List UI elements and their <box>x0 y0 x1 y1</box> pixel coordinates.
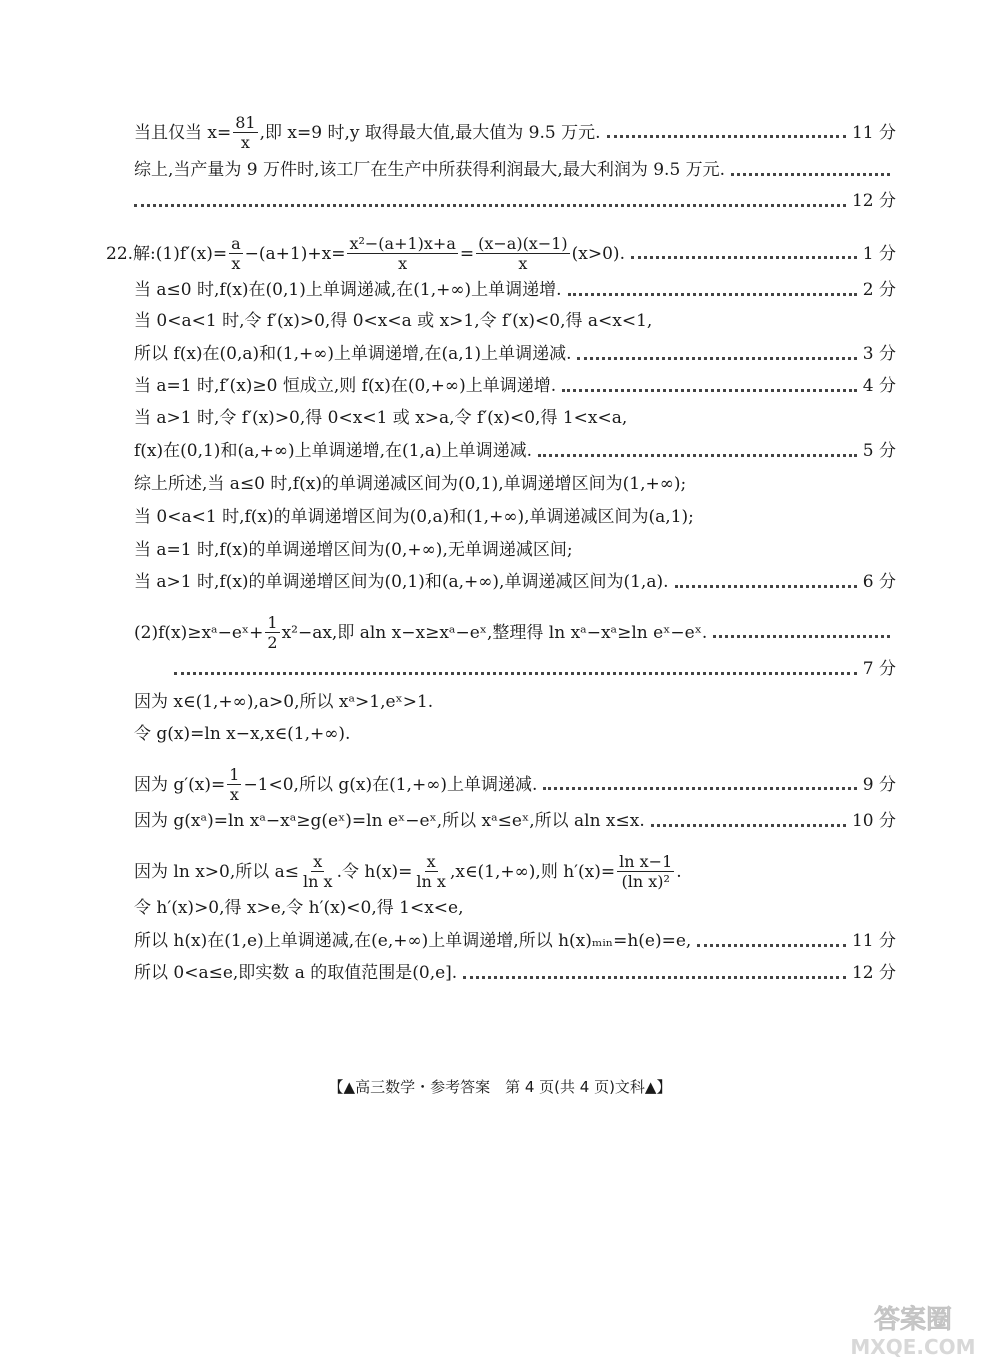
dot-leader <box>675 585 857 588</box>
answer-line: 当 a=1 时,f′(x)≥0 恒成立,则 f(x)在(0,+∞)上单调递增. 4 分 <box>134 376 896 396</box>
answer-line: 因为 ln x>0,所以 a≤ $\frac{x}{\text{ln x}}$ .令 h(x)= $\frac{x}{\text{ln x}}$ ,x∈(1,+∞),则 h′(x)= $\frac{\text{ln x−1}}{\text{(ln x)²}}$ . <box>134 852 682 891</box>
dot-leader <box>713 635 890 638</box>
watermark-logo <box>838 1300 988 1360</box>
score-label: 11 分 <box>851 122 896 143</box>
fraction: $\frac{x}{\text{ln x}}$ <box>416 852 446 891</box>
answer-line: 当且仅当 x= $\frac{81}{x}$ ,即 x=9 时,y 取得最大值,最大值为 9.5 万元. 11 分 <box>134 113 896 152</box>
dot-leader <box>134 204 846 207</box>
dot-leader <box>543 787 856 790</box>
dot-leader <box>174 672 857 675</box>
fraction: $\frac{1}{x}$ <box>229 765 240 804</box>
fraction: $\frac{81}{x}$ <box>235 113 256 152</box>
answer-line: 当 a=1 时,f(x)的单调递增区间为(0,+∞),无单调递减区间; <box>134 540 573 560</box>
fraction: $\frac{1}{2}$ <box>267 613 278 652</box>
fraction: $\frac{(x-a)(x-1)}{x}$ <box>478 234 568 273</box>
answer-line: 令 g(x)=ln x−x,x∈(1,+∞). <box>134 724 351 744</box>
score-label: 12 分 <box>851 963 896 983</box>
dot-leader <box>731 173 890 176</box>
answer-line: (2)f(x)≥xᵃ−eˣ+ $\frac{1}{2}$ x²−ax,即 aln x−x≥xᵃ−eˣ,整理得 ln xᵃ−xᵃ≥ln eˣ−eˣ. <box>134 613 896 652</box>
score-label: 4 分 <box>862 376 896 396</box>
dot-leader <box>607 135 846 138</box>
watermark-logo-icon <box>838 1300 988 1360</box>
problem-22-line: 22. 解:(1)f′(x)= $\frac{a}{x}$ −(a+1)+x= $\frac{\text{x²−(a+1)x+a}}{x}$ = $\frac{(x-a)(x-1)}{x}$ (x>0). 1 分 <box>106 234 896 273</box>
answer-line: f(x)在(0,1)和(a,+∞)上单调递增,在(1,a)上单调递减. 5 分 <box>134 441 896 461</box>
fraction: $\frac{a}{x}$ <box>231 234 241 273</box>
answer-line: 因为 x∈(1,+∞),a>0,所以 xᵃ>1,eˣ>1. <box>134 692 434 712</box>
answer-line: 综上,当产量为 9 万件时,该工厂在生产中所获得利润最大,最大利润为 9.5 万元. <box>134 159 896 181</box>
answer-line: 当 a≤0 时,f(x)在(0,1)上单调递减,在(1,+∞)上单调递增. 2 分 <box>134 280 896 300</box>
answer-line <box>174 658 896 680</box>
dot-leader <box>631 256 857 259</box>
answer-line: 所以 h(x)在(1,e)上单调递减,在(e,+∞)上单调递增,所以 h(x)ₘᵢₙ=h(e)=e, 11 分 <box>134 931 896 951</box>
answer-line: 当 0<a<1 时,令 f′(x)>0,得 0<x<a 或 x>1,令 f′(x)<0,得 a<x<1, <box>134 311 653 331</box>
answer-line: 当 a>1 时,令 f′(x)>0,得 0<x<1 或 x>a,令 f′(x)<0,得 1<x<a, <box>134 408 628 428</box>
answer-line: 因为 g′(x)= $\frac{1}{x}$ −1<0,所以 g(x)在(1,+∞)上单调递减. 9 分 <box>134 765 896 804</box>
score-label: 10 分 <box>851 811 896 831</box>
score-label: 5 分 <box>862 441 896 461</box>
score-label: 12 分 <box>851 191 896 211</box>
fraction: $\frac{x}{\text{ln x}}$ <box>303 852 333 891</box>
fraction: $\frac{\text{x²−(a+1)x+a}}{x}$ <box>349 234 456 273</box>
answer-line: 当 a>1 时,f(x)的单调递增区间为(0,1)和(a,+∞),单调递减区间为(1,a). 6 分 <box>134 572 896 592</box>
answer-line <box>134 190 896 212</box>
dot-leader <box>562 389 857 392</box>
watermark-top-text: 答案圈 <box>873 1305 953 1335</box>
answer-line: 所以 f(x)在(0,a)和(1,+∞)上单调递增,在(a,1)上单调递减. 3 分 <box>134 344 896 364</box>
answer-line: 当 0<a<1 时,f(x)的单调递增区间为(0,a)和(1,+∞),单调递减区间为(a,1); <box>134 507 694 527</box>
score-label: 11 分 <box>851 931 896 951</box>
score-label: 7 分 <box>862 659 896 679</box>
score-label: 2 分 <box>862 280 896 300</box>
dot-leader <box>697 944 846 947</box>
answer-line: 因为 g(xᵃ)=ln xᵃ−xᵃ≥g(eˣ)=ln eˣ−eˣ,所以 xᵃ≤eˣ,所以 aln x≤x. 10 分 <box>134 811 896 831</box>
dot-leader <box>463 976 846 979</box>
watermark-bottom-text: MXQE.COM <box>850 1335 976 1359</box>
problem-number: 22. <box>106 243 134 264</box>
score-label: 3 分 <box>862 344 896 364</box>
fraction: $\frac{\text{ln x−1}}{\text{(ln x)²}}$ <box>619 852 673 891</box>
score-label: 1 分 <box>862 243 896 264</box>
score-label: 6 分 <box>862 572 896 592</box>
answer-line: 综上所述,当 a≤0 时,f(x)的单调递减区间为(0,1),单调递增区间为(1,+∞); <box>134 474 687 494</box>
dot-leader <box>538 454 857 457</box>
answer-line: 令 h′(x)>0,得 x>e,令 h′(x)<0,得 1<x<e, <box>134 898 464 918</box>
dot-leader <box>651 824 846 827</box>
score-label: 9 分 <box>862 774 896 795</box>
dot-leader <box>577 357 856 360</box>
answer-line: 所以 0<a≤e,即实数 a 的取值范围是(0,e]. 12 分 <box>134 963 896 983</box>
page-footer: 【▲高三数学・参考答案 第 4 页(共 4 页)文科▲】 <box>328 1078 672 1096</box>
dot-leader <box>568 293 857 296</box>
